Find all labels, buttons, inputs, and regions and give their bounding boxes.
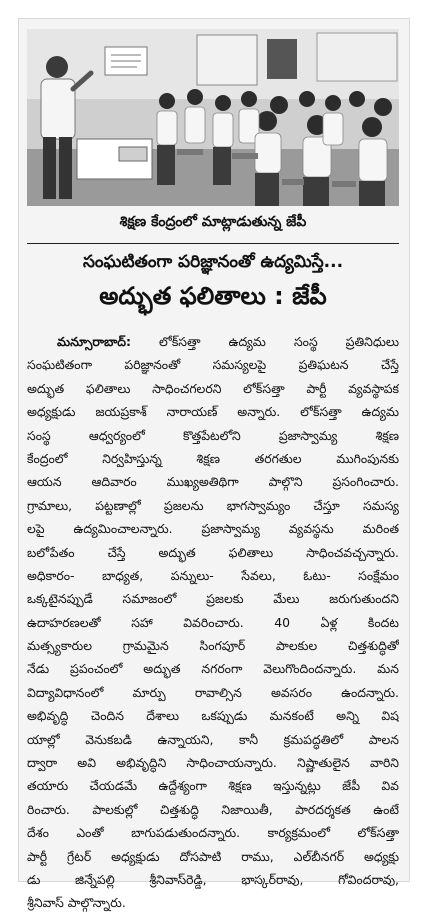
article-line: ఒక్కటైనప్పుడే సమాజంలో ప్రజలకు మేలు జరుగుతుందని bbox=[27, 591, 399, 607]
article-line: దేశం ఎంతో బాగుపడుతుందన్నారు. కార్యక్రమంలో లోక్‌సత్తా bbox=[27, 825, 399, 841]
article-line: ఆయన ఆదివారం ముఖ్యఅతిథిగా పాల్గొని ప్రసంగించారు. bbox=[27, 474, 399, 490]
article-line: గ్రామాలు, పట్టణాల్లో ప్రజలను భాగస్వామ్యం చేస్తూ సమస్య bbox=[27, 497, 399, 513]
article-line: లపై ఉద్యమించాలన్నారు. ప్రజాస్వామ్య వ్యవస్థను మరింత bbox=[27, 521, 399, 537]
article-line: శ్రీనివాస్ పాల్గొన్నారు. bbox=[27, 895, 126, 911]
article-line: డు జిన్నేపల్లి శ్రీనివాస్‌రెడ్డి, భాస్కర్‌రావు, గోవిందరావు, bbox=[27, 871, 399, 887]
article-line: మత్స్యకారుల గ్రామమైన సింగపూర్ పాలకుల చిత్తశుద్ధితో bbox=[27, 638, 399, 654]
article-line: అద్భుత ఫలితాలు సాధించగలరని లోక్‌సత్తా పార్టీ వ్యవస్థాపక bbox=[27, 380, 399, 396]
article-line: అభివృద్ధి చెందిన దేశాలు ఒకప్పుడు మనకంటే అన్ని విష bbox=[27, 708, 399, 724]
dateline: మన్సూరాబాద్: bbox=[57, 334, 131, 349]
news-photo bbox=[27, 29, 399, 206]
article-line: తయారు చేయడమే ఉద్దేశ్యంగా శిక్షణ ఇస్తున్నట్లు జేపీ వివ bbox=[27, 778, 399, 794]
article-line: రించారు. పాలకుల్లో చిత్తశుద్ధి నిజాయితీ, పారదర్శకత ఉంటే bbox=[27, 801, 399, 817]
article-first-line bbox=[27, 330, 399, 353]
article-line: బలోపేతం చేస్తే అద్భుత ఫలితాలు సాధించవచ్చన్నారు. bbox=[27, 544, 399, 560]
newspaper-clipping bbox=[18, 18, 410, 911]
subheadline: సంఘటితంగా పరిజ్ఞానంతో ఉద్యమిస్తే... bbox=[82, 252, 344, 272]
photo-caption: శిక్షణ కేంద్రంలో మాట్లాడుతున్న జేపీ bbox=[119, 214, 307, 230]
article-line: కేంద్రంలో నిర్వహిస్తున్న శిక్షణ తరగతుల ముగింపునకు bbox=[27, 450, 399, 466]
article-line: సంఘటితంగా పరిజ్ఞానంతో సమస్యలపై ప్రతిఘటన చేస్తే bbox=[27, 357, 399, 373]
article-line: విద్యావిధానంలో మార్పు రావాల్సిన అవసరం ఉందన్నారు. bbox=[27, 684, 399, 700]
article-line: పార్టీ గ్రేటర్ అధ్యక్షుడు దోసపాటి రాము, ఎల్‌బీనగర్ అధ్యక్షు bbox=[27, 848, 399, 864]
article-line: నేడు ప్రపంచంలో అద్భుత నగరంగా వెలుగొందిందన్నారు. మన bbox=[27, 661, 399, 677]
headline: అద్భుత ఫలితాలు : జేపీ bbox=[99, 282, 327, 310]
divider bbox=[27, 243, 399, 244]
article-body bbox=[27, 330, 399, 915]
article-line: అధికారం- బాధ్యత, పన్నులు- సేవలు, ఓటు- సంక్షేమం bbox=[27, 567, 399, 583]
article-line: అధ్యక్షుడు జయప్రకాశ్ నారాయణ్ అన్నారు. లోక్‌సత్తా ఉద్యమ bbox=[27, 404, 399, 420]
article-line: సంస్థ ఆధ్వర్యంలో కొత్తపేటలోని ప్రజాస్వామ్య శిక్షణ bbox=[27, 427, 399, 443]
article-line: ద్వారా అవి అభివృద్ధిని సాధించాయన్నారు. నిష్ణాతులైన వారిని bbox=[27, 755, 399, 771]
classroom-photo-illustration bbox=[27, 29, 399, 206]
first-line-text: లోక్‌సత్తా ఉద్యమ సంస్థ ప్రతినిధులు bbox=[159, 334, 399, 349]
article-line: ఉదాహరణలతో సహా వివరించారు. 40 ఏళ్ల కిందట bbox=[27, 614, 399, 630]
article-line: యాల్లో వెనుకబడి ఉన్నాయని, కానీ క్రమపద్ధతిలో పాలన bbox=[27, 731, 399, 747]
